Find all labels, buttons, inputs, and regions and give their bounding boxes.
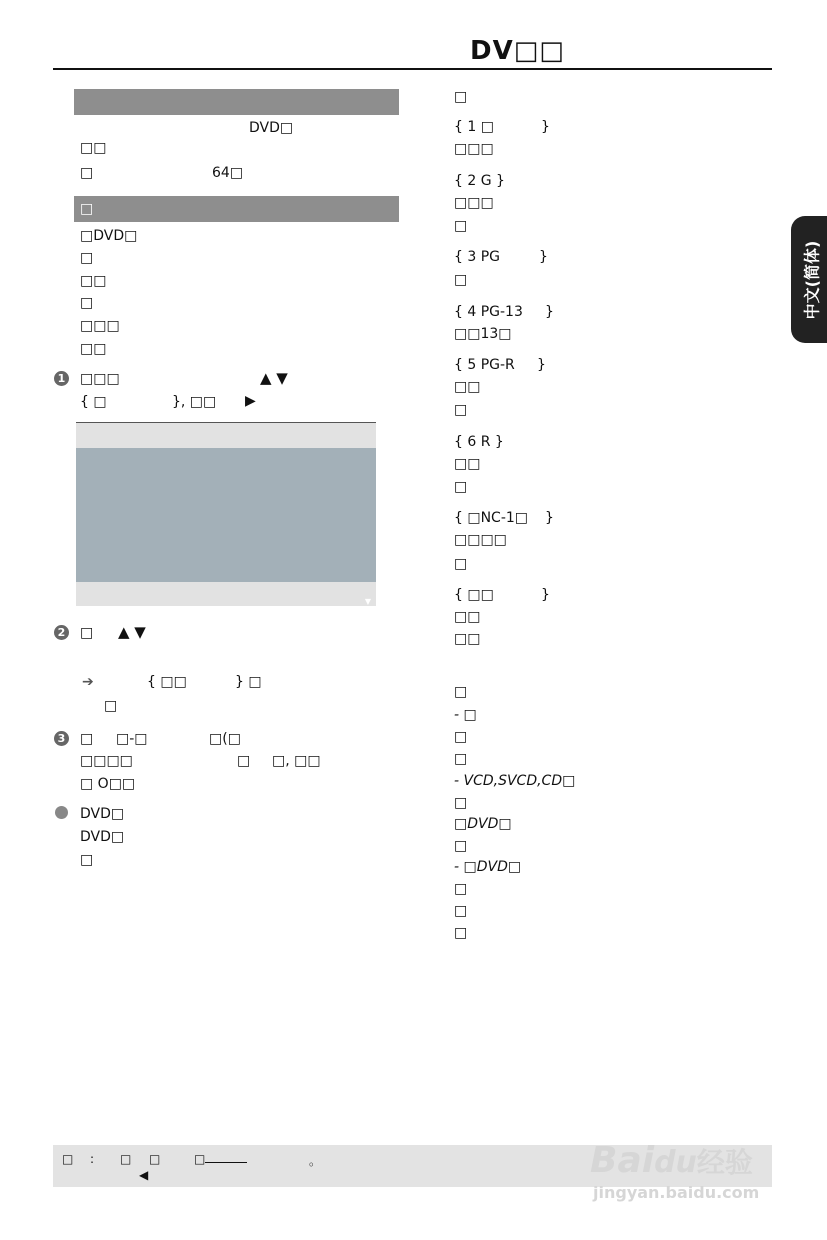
footer-colon: : bbox=[90, 1152, 95, 1166]
note-line-3: □ bbox=[80, 852, 94, 868]
rating-1-close: } bbox=[541, 119, 550, 135]
watermark-brand2: du bbox=[654, 1145, 697, 1180]
section-header-2-label: □ bbox=[80, 201, 94, 217]
note-line-2: DVD□ bbox=[80, 829, 125, 845]
section1-line2: □□ bbox=[80, 140, 107, 156]
footer-text-e: 。 bbox=[309, 1154, 322, 1168]
note-bullet bbox=[55, 806, 68, 819]
rating-5-desc-1: □□ bbox=[454, 379, 481, 395]
section1-line1: DVD□ bbox=[249, 120, 294, 136]
rating-4-desc: □□13□ bbox=[454, 326, 512, 342]
step-1-line2b: }, □□ bbox=[172, 394, 217, 410]
footer-text-c: □ bbox=[149, 1152, 161, 1166]
step-3-b: □-□ bbox=[116, 731, 148, 747]
note-r-8: □ bbox=[454, 838, 468, 854]
step-3-line3: □ O□□ bbox=[80, 776, 136, 792]
note-r-5: - VCD,SVCD,CD□ bbox=[454, 773, 576, 789]
rating-6-desc-2: □ bbox=[454, 479, 468, 495]
para-line-4: □ bbox=[80, 295, 94, 311]
step-3-line2b: □ bbox=[237, 753, 251, 769]
note-r-4: □ bbox=[454, 751, 468, 767]
note-r-9: - □DVD□ bbox=[454, 859, 522, 875]
header-rule bbox=[53, 68, 772, 70]
section1-line3b: 64□ bbox=[212, 165, 244, 181]
rating-3-close: } bbox=[539, 249, 548, 265]
para-line-2: □ bbox=[80, 250, 94, 266]
language-tab-label: 中文(简体) bbox=[802, 240, 822, 319]
rating-intro: □ bbox=[454, 89, 468, 105]
note-line-1: DVD□ bbox=[80, 806, 125, 822]
rating-5-close: } bbox=[537, 357, 546, 373]
rating-1-desc: □□□ bbox=[454, 141, 494, 157]
step-3-a: □ bbox=[80, 731, 94, 747]
para-line-1: □DVD□ bbox=[80, 228, 138, 244]
watermark-brand3: 经验 bbox=[696, 1146, 753, 1179]
rating-1-label: { 1 □ bbox=[454, 119, 494, 135]
step-1-line1: □□□ bbox=[80, 371, 120, 387]
setup-menu-body bbox=[76, 448, 376, 606]
up-down-arrow-icon-2: ▲ ▼ bbox=[118, 623, 146, 641]
rating-4-label: { 4 PG-13 bbox=[454, 304, 523, 320]
footer-text-b: □ bbox=[120, 1152, 132, 1166]
step-3-c: □(□ bbox=[209, 731, 241, 747]
rating-5-desc-2: □ bbox=[454, 402, 468, 418]
rating-8-close: } bbox=[541, 587, 550, 603]
step-1-line2a: { □ bbox=[80, 394, 107, 410]
section1-line3a: □ bbox=[80, 165, 94, 181]
footer-text-a: □ bbox=[62, 1152, 74, 1166]
note-r-7: □DVD□ bbox=[454, 816, 512, 832]
note-r-11: □ bbox=[454, 903, 468, 919]
rating-8-desc-2: □□ bbox=[454, 631, 481, 647]
section-header-bar-2 bbox=[74, 196, 399, 222]
watermark-brand: Bai bbox=[590, 1140, 655, 1181]
watermark-url: jingyan.baidu.com bbox=[593, 1183, 760, 1202]
para-line-5: □□□ bbox=[80, 318, 120, 334]
rating-7-close: } bbox=[545, 510, 554, 526]
rating-2-label: { 2 G } bbox=[454, 173, 505, 189]
para-line-3: □□ bbox=[80, 273, 107, 289]
language-tab[interactable] bbox=[791, 216, 827, 343]
rating-4-close: } bbox=[545, 304, 554, 320]
note-r-2: - □ bbox=[454, 707, 477, 723]
rating-8-label: { □□ bbox=[454, 587, 494, 603]
step-2-result-c: □ bbox=[104, 698, 118, 714]
step-3-marker: 3 bbox=[54, 731, 69, 746]
rating-6-label: { 6 R } bbox=[454, 434, 504, 450]
up-down-arrow-icon: ▲ ▼ bbox=[260, 369, 288, 387]
note-r-3: □ bbox=[454, 729, 468, 745]
right-arrow-icon: ▶ bbox=[245, 393, 256, 409]
note-r-10: □ bbox=[454, 881, 468, 897]
back-arrow-icon: ◀ bbox=[139, 1168, 149, 1182]
footer-text-d: □ bbox=[194, 1152, 206, 1166]
step-1-marker: 1 bbox=[54, 371, 69, 386]
page-title: DV□□ bbox=[470, 36, 565, 66]
note-r-6: □ bbox=[454, 795, 468, 811]
rating-5-label: { 5 PG-R bbox=[454, 357, 515, 373]
watermark-logo bbox=[590, 1140, 753, 1181]
rating-2-desc-2: □ bbox=[454, 218, 468, 234]
setup-menu-illustration bbox=[76, 422, 376, 606]
rating-6-desc-1: □□ bbox=[454, 456, 481, 472]
note-r-1: □ bbox=[454, 684, 468, 700]
rating-2-desc-1: □□□ bbox=[454, 195, 494, 211]
step-2-marker: 2 bbox=[54, 625, 69, 640]
rating-7-label: { □NC-1□ bbox=[454, 510, 529, 526]
result-arrow-icon: ➔ bbox=[82, 674, 94, 690]
scroll-down-icon: ▼ bbox=[364, 597, 371, 606]
rating-3-desc: □ bbox=[454, 272, 468, 288]
step-3-line2a: □□□□ bbox=[80, 753, 133, 769]
step-2-result-b: } □ bbox=[235, 674, 262, 690]
rating-7-desc-1: □□□□ bbox=[454, 532, 507, 548]
step-2-result-a: { □□ bbox=[147, 674, 187, 690]
para-line-6: □□ bbox=[80, 341, 107, 357]
rating-8-desc-1: □□ bbox=[454, 609, 481, 625]
step-2-text: □ bbox=[80, 625, 94, 641]
note-r-12: □ bbox=[454, 925, 468, 941]
section-header-bar-1 bbox=[74, 89, 399, 115]
rating-3-label: { 3 PG bbox=[454, 249, 501, 265]
footer-underline bbox=[205, 1162, 247, 1163]
rating-7-desc-2: □ bbox=[454, 556, 468, 572]
step-3-line2c: □, □□ bbox=[272, 753, 321, 769]
